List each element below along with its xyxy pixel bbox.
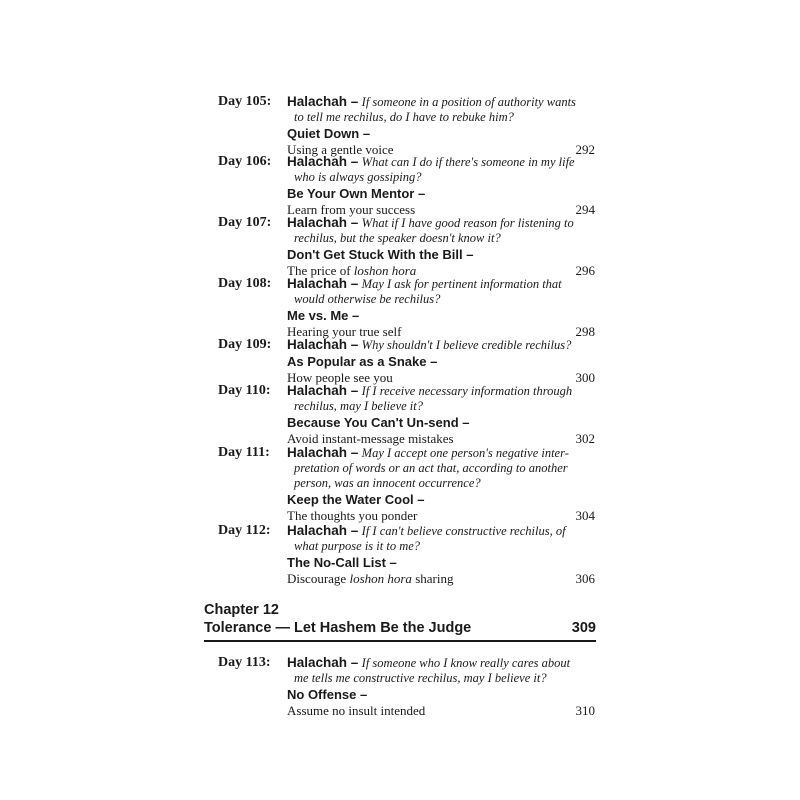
page-number: 296: [575, 263, 595, 278]
question-line-2: what purpose is it to me?: [294, 539, 421, 553]
subtitle-italic: loshon hora: [349, 571, 412, 586]
entry-subtitle: [287, 571, 595, 587]
entry-title: As Popular as a Snake –: [287, 354, 438, 369]
halachah-line: [287, 276, 595, 307]
entry-subtitle: [287, 508, 595, 524]
halachah-line: [287, 445, 595, 491]
halachah-line: [287, 523, 595, 554]
page-number: 292: [575, 142, 595, 157]
halachah-line: [287, 383, 595, 414]
question-line-2: me tells me constructive rechilus, may I believe it?: [294, 671, 547, 685]
subtitle-text: Avoid instant-message mistakes: [287, 431, 454, 446]
halachah-question: Why shouldn't I believe credible rechilus?: [361, 338, 572, 352]
chapter-title: [204, 620, 596, 636]
question-line-2: pretation of words or an act that, according to another: [294, 461, 568, 475]
page-number: 300: [575, 370, 595, 385]
day-number: Day 111:: [218, 445, 270, 460]
halachah-label: Halachah –: [287, 445, 359, 460]
subtitle-text-end: sharing: [411, 571, 454, 586]
halachah-label: Halachah –: [287, 94, 359, 109]
entry-title: No Offense –: [287, 687, 368, 702]
entry-content: [287, 523, 595, 587]
question-line-1: If someone in a position of authority wants: [361, 95, 576, 109]
halachah-label: Halachah –: [287, 337, 359, 352]
entry-content: [287, 383, 595, 447]
page-number: 310: [575, 703, 595, 718]
question-line-1: If I receive necessary information through: [361, 384, 573, 398]
page-number: 302: [575, 431, 595, 446]
day-number: Day 107:: [218, 215, 272, 230]
subtitle-text: The thoughts you ponder: [287, 508, 418, 523]
question-line-1: If I can't believe constructive rechilus, of: [361, 524, 566, 538]
entry-subtitle: [287, 703, 595, 719]
entry-content: [287, 215, 595, 279]
entry-title: Keep the Water Cool –: [287, 492, 425, 507]
question-line-2: rechilus, but the speaker doesn't know it?: [294, 231, 501, 245]
halachah-line: [287, 94, 595, 125]
day-number: Day 112:: [218, 523, 271, 538]
question-line-2: rechilus, may I believe it?: [294, 399, 424, 413]
subtitle-text: How people see you: [287, 370, 393, 385]
halachah-label: Halachah –: [287, 276, 359, 291]
halachah-line: [287, 655, 595, 686]
question-line-1: What if I have good reason for listening to: [361, 216, 574, 230]
chapter-title-text: Tolerance — Let Hashem Be the Judge: [204, 620, 472, 636]
day-number: Day 109:: [218, 337, 272, 352]
question-line-1: May I ask for pertinent information that: [361, 277, 562, 291]
question-line-2: who is always gossiping?: [294, 170, 422, 184]
page-number: 304: [575, 508, 595, 523]
entry-title: Quiet Down –: [287, 126, 371, 141]
halachah-label: Halachah –: [287, 523, 359, 538]
entry-content: [287, 337, 595, 386]
subtitle-text: Using a gentle voice: [287, 142, 394, 157]
entry-content: [287, 94, 595, 158]
entry-title: The No-Call List –: [287, 555, 397, 570]
page-number: 298: [575, 324, 595, 339]
subtitle-text: The price of: [287, 263, 354, 278]
question-line-1: May I accept one person's negative inter-: [361, 446, 569, 460]
page-number: 306: [575, 571, 595, 586]
entry-title: Don't Get Stuck With the Bill –: [287, 247, 474, 262]
halachah-label: Halachah –: [287, 154, 359, 169]
chapter-page-number: 309: [571, 620, 596, 636]
chapter-number: Chapter 12: [204, 602, 279, 618]
page-number: 294: [575, 202, 595, 217]
subtitle-text: Discourage: [287, 571, 350, 586]
day-number: Day 113:: [218, 655, 271, 670]
entry-content: [287, 276, 595, 340]
entry-content: [287, 445, 595, 524]
subtitle-text: Hearing your true self: [287, 324, 402, 339]
chapter-divider: [204, 640, 596, 642]
question-line-1: If someone who I know really cares about: [361, 656, 571, 670]
halachah-line: [287, 337, 595, 353]
halachah-line: [287, 215, 595, 246]
entry-title: Me vs. Me –: [287, 308, 360, 323]
question-line-2: would otherwise be rechilus?: [294, 292, 441, 306]
question-line-1: What can I do if there's someone in my life: [361, 155, 575, 169]
question-line-2: to tell me rechilus, do I have to rebuke him?: [294, 110, 514, 124]
entry-title: Be Your Own Mentor –: [287, 186, 426, 201]
subtitle-italic: loshon hora: [353, 263, 417, 278]
halachah-label: Halachah –: [287, 655, 359, 670]
halachah-label: Halachah –: [287, 215, 359, 230]
day-number: Day 108:: [218, 276, 272, 291]
entry-content: [287, 655, 595, 719]
halachah-label: Halachah –: [287, 383, 359, 398]
subtitle-text: Assume no insult intended: [287, 703, 426, 718]
halachah-line: [287, 154, 595, 185]
day-number: Day 110:: [218, 383, 271, 398]
day-number: Day 106:: [218, 154, 272, 169]
question-line-3: person, was an innocent occurrence?: [294, 476, 481, 490]
day-number: Day 105:: [218, 94, 272, 109]
subtitle-text: Learn from your success: [287, 202, 416, 217]
entry-content: [287, 154, 595, 218]
entry-title: Because You Can't Un-send –: [287, 415, 470, 430]
